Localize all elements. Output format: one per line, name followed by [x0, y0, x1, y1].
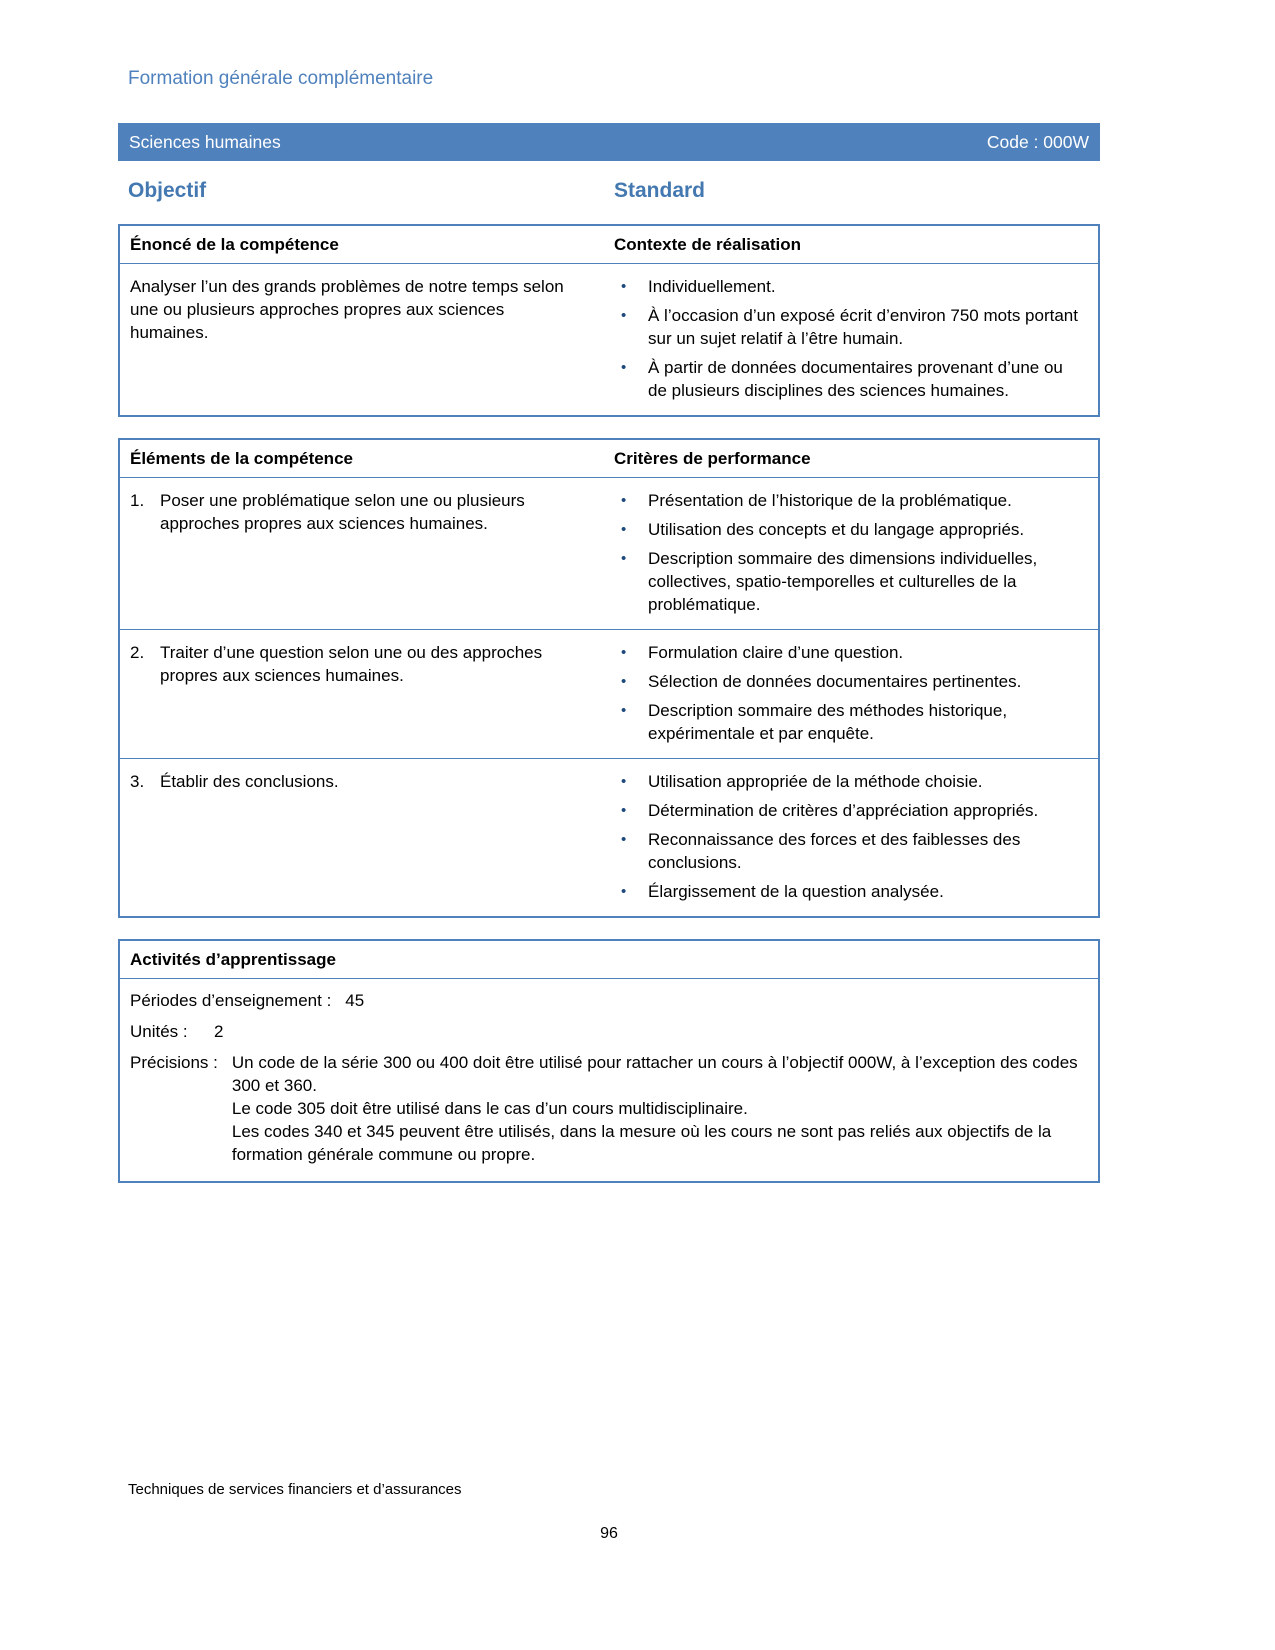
elements-table-header	[120, 440, 1098, 478]
bullet-text: Utilisation appropriée de la méthode choisie.	[648, 772, 983, 791]
subject-banner	[118, 123, 1100, 161]
competence-header-right: Contexte de réalisation	[614, 235, 802, 254]
table-row	[120, 758, 1098, 916]
list-item	[614, 356, 1082, 402]
competence-table-header	[120, 226, 1098, 264]
numbered-item	[130, 770, 579, 793]
table-row	[120, 478, 1098, 629]
activities-table	[118, 939, 1100, 1183]
units-value: 2	[214, 1022, 224, 1041]
bullet-icon: •	[621, 492, 627, 509]
bullet-text: Formulation claire d’une question.	[648, 643, 904, 662]
banner-code: Code : 000W	[986, 131, 1089, 152]
bullet-text: Reconnaissance des forces et des faiblesses des conclusions.	[648, 830, 1021, 872]
bullet-icon: •	[621, 673, 627, 690]
bullet-icon: •	[621, 883, 627, 900]
bullet-text: Présentation de l’historique de la problématique.	[648, 491, 1012, 510]
item-number: 1.	[130, 491, 145, 510]
table-row	[120, 629, 1098, 758]
objectif-heading: Objectif	[128, 179, 207, 202]
precisions-paragraph: Le code 305 doit être utilisé dans le cas d’un cours multidisciplinaire.	[231, 1099, 748, 1118]
precisions-paragraph: Un code de la série 300 ou 400 doit être utilisé pour rattacher un cours à l’objectif 000W, à l’exception des codes 300 et 360.	[231, 1053, 1078, 1095]
competence-table	[118, 224, 1100, 417]
bullet-text: Description sommaire des dimensions individuelles, collectives, spatio-temporelles et culturelles de la problématique.	[648, 549, 1038, 614]
bullet-icon: •	[621, 521, 627, 538]
numbered-item	[130, 489, 579, 535]
element-cell	[120, 641, 609, 745]
bullet-text: Individuellement.	[648, 277, 776, 296]
bullet-icon: •	[621, 359, 627, 376]
footer-program-title: Techniques de services financiers et d’assurances	[128, 1481, 462, 1498]
bullet-text: Détermination de critères d’appréciation appropriés.	[648, 801, 1039, 820]
context-bullet-list	[614, 275, 1082, 402]
document-page	[118, 0, 1100, 1183]
item-number: 2.	[130, 643, 145, 662]
list-item	[614, 828, 1082, 874]
page-number: 96	[600, 1525, 618, 1542]
bullet-icon: •	[621, 307, 627, 324]
activities-table-header: Activités d’apprentissage	[120, 941, 1098, 979]
list-item	[614, 880, 1082, 903]
bullet-text: Description sommaire des méthodes historique, expérimentale et par enquête.	[648, 701, 1008, 743]
competence-header-left: Énoncé de la compétence	[130, 235, 339, 254]
list-item	[614, 547, 1082, 616]
units-label: Unités :	[130, 1022, 188, 1041]
item-text: Poser une problématique selon une ou plusieurs approches propres aux sciences humaines.	[160, 491, 525, 533]
list-item	[614, 489, 1082, 512]
activities-body	[120, 979, 1098, 1181]
precisions-paragraph: Les codes 340 et 345 peuvent être utilisés, dans la mesure où les cours ne sont pas reliés aux objectifs de la formation générale commune ou propre.	[231, 1122, 1052, 1164]
list-item	[614, 518, 1082, 541]
elements-header-right: Critères de performance	[614, 449, 811, 468]
activities-row-periods	[130, 989, 1088, 1012]
activities-row-units	[130, 1020, 1088, 1043]
criteria-cell	[609, 489, 1098, 616]
banner-title: Sciences humaines	[129, 131, 281, 152]
bullet-text: À partir de données documentaires provenant d’une ou de plusieurs disciplines des sciences humaines.	[648, 358, 1063, 400]
item-text: Traiter d’une question selon une ou des approches propres aux sciences humaines.	[160, 643, 543, 685]
activities-row-precisions	[130, 1051, 1088, 1166]
bullet-icon: •	[621, 644, 627, 661]
list-item	[614, 670, 1082, 693]
bullet-icon: •	[621, 802, 627, 819]
elements-table	[118, 438, 1100, 918]
criteria-cell	[609, 641, 1098, 745]
item-number: 3.	[130, 772, 145, 791]
standard-heading: Standard	[614, 179, 706, 202]
item-text: Établir des conclusions.	[160, 772, 339, 791]
criteria-bullet-list	[614, 489, 1082, 616]
bullet-text: Utilisation des concepts et du langage appropriés.	[648, 520, 1025, 539]
criteria-cell	[609, 770, 1098, 903]
context-cell	[609, 275, 1098, 402]
numbered-item	[130, 641, 579, 687]
list-item	[614, 799, 1082, 822]
bullet-icon: •	[621, 278, 627, 295]
element-cell	[120, 489, 609, 616]
competence-table-row	[120, 264, 1098, 415]
list-item	[614, 275, 1082, 298]
precisions-value	[232, 1051, 1088, 1166]
bullet-icon: •	[621, 773, 627, 790]
list-item	[614, 304, 1082, 350]
competence-statement: Analyser l’un des grands problèmes de notre temps selon une ou plusieurs approches propres aux sciences humaines.	[130, 277, 564, 342]
element-cell	[120, 770, 609, 903]
list-item	[614, 699, 1082, 745]
elements-header-left: Éléments de la compétence	[130, 449, 353, 468]
criteria-bullet-list	[614, 641, 1082, 745]
periods-value: 45	[345, 991, 365, 1010]
bullet-text: Élargissement de la question analysée.	[648, 882, 944, 901]
bullet-icon: •	[621, 702, 627, 719]
bullet-text: Sélection de données documentaires pertinentes.	[648, 672, 1022, 691]
criteria-bullet-list	[614, 770, 1082, 903]
list-item	[614, 770, 1082, 793]
column-headings	[118, 179, 1100, 203]
precisions-label: Précisions :	[130, 1053, 218, 1072]
list-item	[614, 641, 1082, 664]
bullet-icon: •	[621, 831, 627, 848]
section-kicker: Formation générale complémentaire	[128, 68, 434, 89]
periods-label: Périodes d’enseignement :	[130, 991, 332, 1010]
bullet-icon: •	[621, 550, 627, 567]
bullet-text: À l’occasion d’un exposé écrit d’environ 750 mots portant sur un sujet relatif à l’être humain.	[648, 306, 1078, 348]
